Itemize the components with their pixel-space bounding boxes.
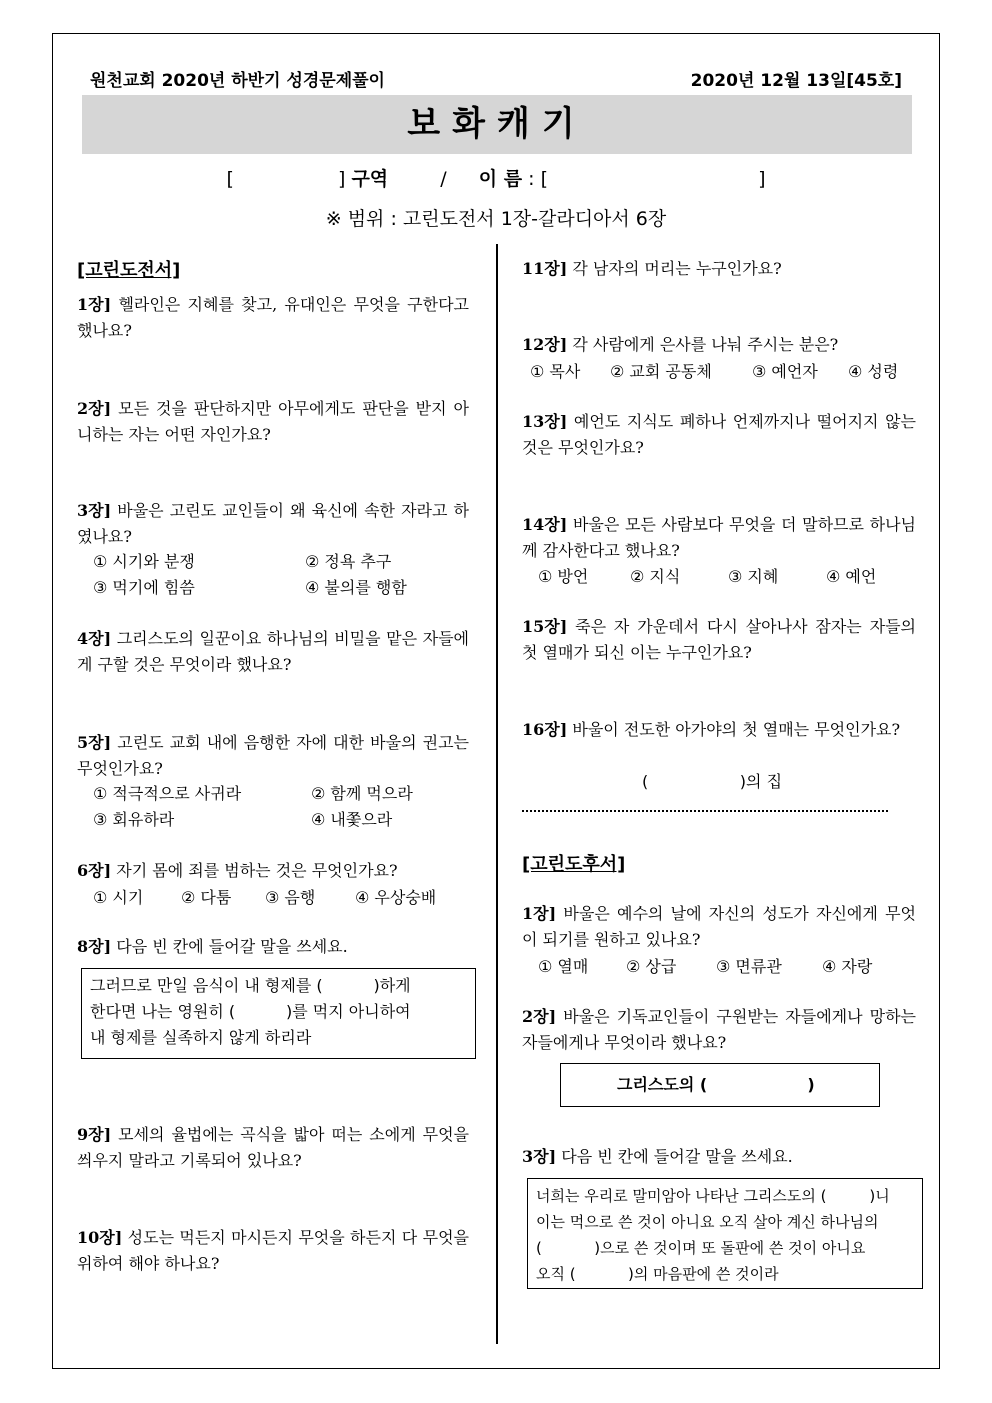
- question-text: 각 사람에게 은사를 나눠 주시는 분은?: [567, 335, 839, 354]
- name-label: 이 름: [478, 168, 523, 190]
- header-date: 2020년 12월 13일[45호]: [690, 71, 902, 91]
- section-1corinthians: [고린도전서]: [77, 260, 181, 281]
- question-text: 죽은 자 가운데서 다시 살아나사 잠자는 자들의 첫 열매가 되신 이는 누구인가요?: [522, 617, 916, 662]
- question-text: 모든 것을 판단하지만 아무에게도 판단을 받지 아니하는 자는 어떤 자인가요?: [77, 399, 469, 444]
- option-2[interactable]: ② 정욕 추구: [305, 552, 392, 571]
- option-4[interactable]: ④ 예언: [826, 567, 877, 586]
- option-3[interactable]: ③ 회유하라: [93, 810, 175, 829]
- box-line: 그러므로 만일 음식이 내 형제를 ( )하게: [90, 976, 411, 995]
- question-number: 16장]: [522, 720, 568, 739]
- question-text: 자기 몸에 죄를 범하는 것은 무엇인가요?: [111, 861, 398, 880]
- option-3[interactable]: ③ 음행: [265, 888, 316, 907]
- box-line: ( )으로 쓴 것이며 또 돌판에 쓴 것이 아니요: [536, 1239, 866, 1257]
- box-line: 한다면 나는 영원히 ( )를 먹지 아니하여: [90, 1002, 411, 1021]
- question-13: [522, 409, 916, 461]
- option-2[interactable]: ② 지식: [630, 567, 681, 586]
- option-4[interactable]: ④ 우상숭배: [355, 888, 437, 907]
- question-15: [522, 614, 916, 666]
- question-number: 5장]: [77, 733, 112, 752]
- title-bar: [82, 95, 912, 154]
- option-3[interactable]: ③ 먹기에 힘씀: [93, 578, 195, 597]
- question-number: 3장]: [522, 1147, 557, 1166]
- question-2cor-3: [522, 1144, 916, 1170]
- column-divider: [496, 244, 498, 1344]
- option-3[interactable]: ③ 예언자: [752, 362, 818, 381]
- question-text: 고린도 교회 내에 음행한 자에 대한 바울의 권고는 무엇인가요?: [77, 733, 469, 778]
- district-label: 구역: [351, 168, 389, 190]
- question-text: 바울이 전도한 아가야의 첫 열매는 무엇인가요?: [567, 720, 901, 739]
- question-9: [77, 1122, 469, 1174]
- question-number: 2장]: [77, 399, 112, 418]
- question-14: [522, 512, 916, 564]
- question-text: 다음 빈 칸에 들어갈 말을 쓰세요.: [556, 1147, 793, 1166]
- option-4[interactable]: ④ 자랑: [822, 957, 873, 976]
- question-10: [77, 1225, 469, 1277]
- question-text: 그리스도의 일꾼이요 하나님의 비밀을 맡은 자들에게 구할 것은 무엇이라 했나요?: [77, 629, 469, 674]
- quiz-range: ※ 범위 : 고린도전서 1장-갈라디아서 6장: [325, 208, 667, 230]
- question-text: 각 남자의 머리는 누구인가요?: [567, 259, 782, 278]
- option-2[interactable]: ② 교회 공동체: [610, 362, 712, 381]
- option-1[interactable]: ① 목사: [530, 362, 581, 381]
- question-2cor-2: [522, 1004, 916, 1056]
- question-11: [522, 256, 916, 282]
- question-16-answer-blank[interactable]: ( )의 집: [642, 772, 783, 791]
- question-1: [77, 292, 469, 344]
- question-8-fill-box: [81, 968, 476, 1059]
- box-line: 오직 ( )의 마음판에 쓴 것이라: [536, 1265, 779, 1283]
- question-number: 6장]: [77, 861, 112, 880]
- question-text: 예언도 지식도 폐하나 언제까지나 떨어지지 않는 것은 무엇인가요?: [522, 412, 916, 457]
- question-number: 12장]: [522, 335, 568, 354]
- question-8: [77, 934, 469, 960]
- question-text: 헬라인은 지혜를 찾고, 유대인은 무엇을 구한다고 했나요?: [77, 295, 469, 340]
- question-2cor-2-answer-box[interactable]: 그리스도의 ( ): [560, 1063, 880, 1107]
- question-text: 바울은 기독교인들이 구원받는 자들에게나 망하는 자들에게나 무엇이라 했나요?: [522, 1007, 916, 1052]
- question-4: [77, 626, 469, 678]
- option-1[interactable]: ① 시기와 분쟁: [93, 552, 195, 571]
- question-text: 바울은 모든 사람보다 무엇을 더 말하므로 하나님께 감사한다고 했나요?: [522, 515, 916, 560]
- question-2cor-1: [522, 901, 916, 953]
- box-line: 너희는 우리로 말미암아 나타난 그리스도의 ( )니: [536, 1187, 890, 1205]
- dotted-separator: [522, 810, 888, 812]
- question-number: 8장]: [77, 937, 112, 956]
- option-4[interactable]: ④ 내쫓으라: [311, 810, 393, 829]
- question-2: [77, 396, 469, 448]
- option-1[interactable]: ① 방언: [538, 567, 589, 586]
- name-row: [0, 164, 992, 191]
- question-number: 14장]: [522, 515, 568, 534]
- option-1[interactable]: ① 시기: [93, 888, 144, 907]
- separator-slash: /: [440, 168, 447, 190]
- question-3: [77, 498, 469, 550]
- question-text: 모세의 율법에는 곡식을 밟아 떠는 소에게 무엇을 씌우지 말라고 기록되어 있나요?: [77, 1125, 469, 1170]
- name-bracket-open: [: [540, 168, 549, 190]
- question-number: 15장]: [522, 617, 568, 636]
- option-2[interactable]: ② 다툼: [181, 888, 232, 907]
- option-3[interactable]: ③ 면류관: [716, 957, 782, 976]
- question-number: 1장]: [522, 904, 557, 923]
- option-4[interactable]: ④ 성령: [848, 362, 899, 381]
- question-number: 2장]: [522, 1007, 557, 1026]
- question-text: 바울은 예수의 날에 자신의 성도가 자신에게 무엇이 되기를 원하고 있나요?: [522, 904, 916, 949]
- page-title: 보화캐기: [407, 104, 587, 144]
- district-bracket-open: [: [226, 168, 234, 190]
- question-text: 다음 빈 칸에 들어갈 말을 쓰세요.: [111, 937, 348, 956]
- question-12: [522, 332, 916, 358]
- option-3[interactable]: ③ 지혜: [728, 567, 779, 586]
- name-bracket-close: ]: [758, 168, 766, 190]
- district-bracket-close: ]: [337, 168, 346, 190]
- question-6: [77, 858, 469, 884]
- option-1[interactable]: ① 열매: [538, 957, 589, 976]
- question-16: [522, 717, 916, 743]
- question-text: 성도는 먹든지 마시든지 무엇을 하든지 다 무엇을 위하여 해야 하나요?: [77, 1228, 469, 1273]
- option-2[interactable]: ② 상급: [626, 957, 677, 976]
- section-2corinthians: [고린도후서]: [522, 854, 626, 875]
- question-text: 바울은 고린도 교인들이 왜 육신에 속한 자라고 하였나요?: [77, 501, 469, 546]
- question-number: 11장]: [522, 259, 568, 278]
- question-number: 13장]: [522, 412, 568, 431]
- header-title: 원천교회 2020년 하반기 성경문제풀이: [90, 71, 385, 91]
- question-5: [77, 730, 469, 782]
- option-1[interactable]: ① 적극적으로 사귀라: [93, 784, 242, 803]
- question-number: 10장]: [77, 1228, 123, 1247]
- question-number: 3장]: [77, 501, 112, 520]
- box-line: 내 형제를 실족하지 않게 하리라: [90, 1028, 312, 1047]
- box-line: 이는 먹으로 쓴 것이 아니요 오직 살아 계신 하나님의: [536, 1213, 879, 1231]
- option-2[interactable]: ② 함께 먹으라: [311, 784, 413, 803]
- question-number: 1장]: [77, 295, 112, 314]
- question-2cor-3-fill-box: [527, 1178, 923, 1289]
- question-number: 4장]: [77, 629, 112, 648]
- option-4[interactable]: ④ 불의를 행함: [305, 578, 407, 597]
- question-number: 9장]: [77, 1125, 112, 1144]
- name-colon: :: [528, 168, 535, 190]
